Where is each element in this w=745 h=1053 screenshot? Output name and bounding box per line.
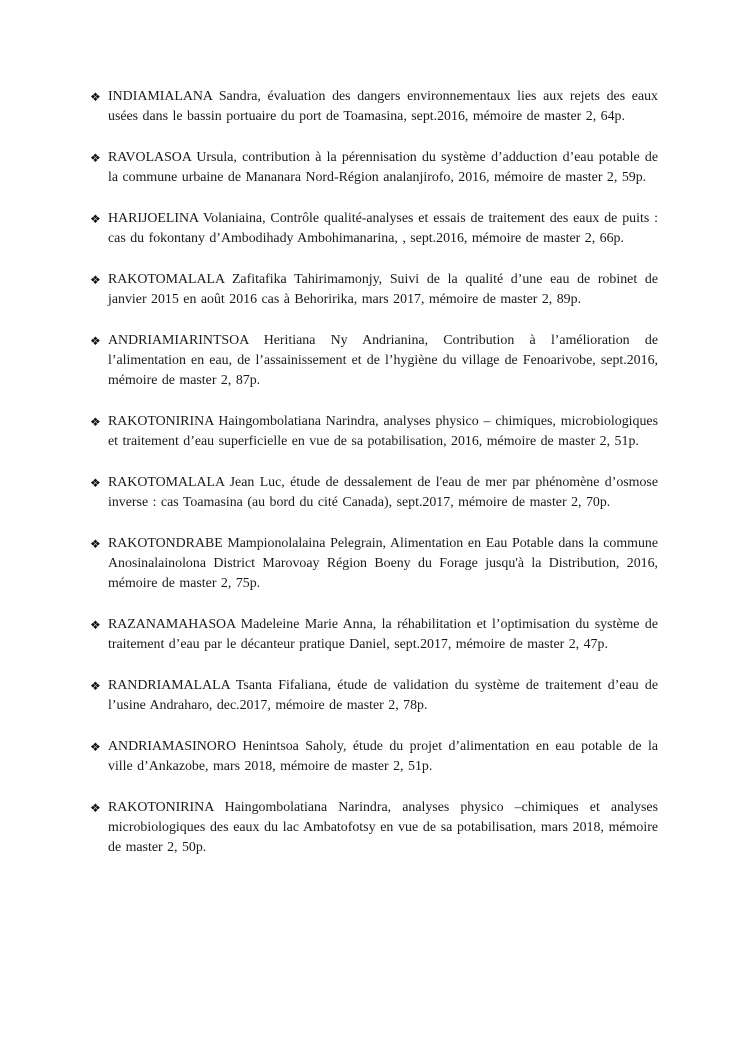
bibliography-entry — [90, 534, 658, 594]
diamond-bullet-icon: ❖ — [90, 476, 101, 490]
entry-text: RAKOTONDRABE Mampionolalaina Pelegrain, Alimentation en Eau Potable dans la commune Anosinalainolona District Marovoay Région Boeny du Forage jusqu'à la Distribution, 2016, mémoire de master 2, 75p. — [108, 536, 658, 591]
diamond-bullet-icon: ❖ — [90, 90, 101, 104]
entry-text: ANDRIAMIARINTSOA Heritiana Ny Andrianina, Contribution à l’amélioration de l’alimentation en eau, de l’assainissement et de l’hygiène du village de Fenoarivobe, sept.2016, mémoire de master 2, 87p. — [108, 333, 658, 388]
bibliography-entry — [90, 737, 658, 777]
bibliography-entry — [90, 270, 658, 310]
entry-text: INDIAMIALANA Sandra, évaluation des dangers environnementaux lies aux rejets des eaux usées dans le bassin portuaire du port de Toamasina, sept.2016, mémoire de master 2, 64p. — [108, 89, 658, 124]
bibliography-entry — [90, 798, 658, 858]
diamond-bullet-icon: ❖ — [90, 618, 101, 632]
entry-text: RANDRIAMALALA Tsanta Fifaliana, étude de validation du système de traitement d’eau de l’usine Andraharo, dec.2017, mémoire de master 2, 78p. — [108, 678, 658, 713]
diamond-bullet-icon: ❖ — [90, 415, 101, 429]
entry-text: RAKOTONIRINA Haingombolatiana Narindra, analyses physico –chimiques et analyses microbiologiques des eaux du lac Ambatofotsy en vue de sa potabilisation, mars 2018, mémoire de master 2, 50p. — [108, 800, 658, 855]
bibliography-entry — [90, 331, 658, 391]
entry-text: RAZANAMAHASOA Madeleine Marie Anna, la réhabilitation et l’optimisation du système de traitement d’eau par le décanteur pratique Daniel, sept.2017, mémoire de master 2, 47p. — [108, 617, 658, 652]
diamond-bullet-icon: ❖ — [90, 537, 101, 551]
entry-text: HARIJOELINA Volaniaina, Contrôle qualité-analyses et essais de traitement des eaux de puits : cas du fokontany d’Ambodihady Ambohimanarina, , sept.2016, mémoire de master 2, 66p. — [108, 211, 658, 246]
diamond-bullet-icon: ❖ — [90, 151, 101, 165]
diamond-bullet-icon: ❖ — [90, 334, 101, 348]
bibliography-entry — [90, 473, 658, 513]
bibliography-entry — [90, 148, 658, 188]
bibliography-entry — [90, 87, 658, 127]
diamond-bullet-icon: ❖ — [90, 801, 101, 815]
bibliography-entry — [90, 676, 658, 716]
bibliography-entry — [90, 615, 658, 655]
entry-text: RAKOTOMALALA Zafitafika Tahirimamonjy, Suivi de la qualité d’une eau de robinet de janvier 2015 en août 2016 cas à Behoririka, mars 2017, mémoire de master 2, 89p. — [108, 272, 658, 307]
entry-text: RAVOLASOA Ursula, contribution à la pérennisation du système d’adduction d’eau potable de la commune urbaine de Mananara Nord-Région analanjirofo, 2016, mémoire de master 2, 59p. — [108, 150, 658, 185]
diamond-bullet-icon: ❖ — [90, 212, 101, 226]
diamond-bullet-icon: ❖ — [90, 679, 101, 693]
diamond-bullet-icon: ❖ — [90, 273, 101, 287]
entry-text: RAKOTOMALALA Jean Luc, étude de dessalement de l'eau de mer par phénomène d’osmose inverse : cas Toamasina (au bord du cité Canada), sept.2017, mémoire de master 2, 70p. — [108, 475, 658, 510]
entry-text: RAKOTONIRINA Haingombolatiana Narindra, analyses physico – chimiques, microbiologiques et traitement d’eau superficielle en vue de sa potabilisation, 2016, mémoire de master 2, 51p. — [108, 414, 658, 449]
bibliography-entry — [90, 412, 658, 452]
bibliography-entry — [90, 209, 658, 249]
diamond-bullet-icon: ❖ — [90, 740, 101, 754]
entry-text: ANDRIAMASINORO Henintsoa Saholy, étude du projet d’alimentation en eau potable de la ville d’Ankazobe, mars 2018, mémoire de master 2, 51p. — [108, 739, 658, 774]
